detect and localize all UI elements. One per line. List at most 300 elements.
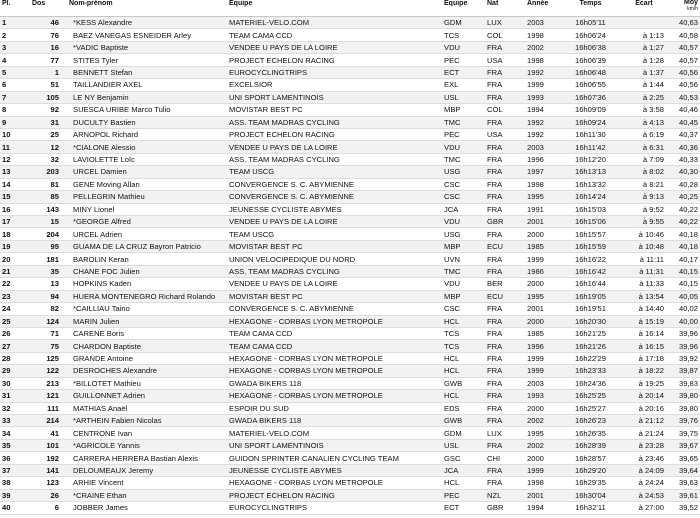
cell-team-code: MBP [442, 290, 485, 302]
cell-name: ARNOPOL Richard [67, 128, 227, 140]
cell-bib: 16 [30, 41, 67, 53]
cell-time: 16h19'51 [563, 303, 618, 315]
cell-nationality: NZL [485, 489, 525, 501]
cell-year: 2000 [525, 315, 563, 327]
cell-gap: à 1:28 [618, 54, 670, 66]
cell-nationality: FRA [485, 253, 525, 265]
table-row [0, 104, 700, 116]
table-row [0, 402, 700, 414]
cell-year: 1998 [525, 178, 563, 190]
cell-gap: à 1:37 [618, 66, 670, 78]
cell-place: 33 [0, 415, 30, 427]
cell-gap: à 17:18 [618, 352, 670, 364]
cell-bib: 31 [30, 116, 67, 128]
cell-team: VENDEE U PAYS DE LA LOIRE [227, 141, 442, 153]
cell-place: 3 [0, 41, 30, 53]
cell-bib: 76 [30, 29, 67, 41]
cell-gap: à 4:13 [618, 116, 670, 128]
cell-team: HEXAGONE - CORBAS LYON METROPOLE [227, 315, 442, 327]
cell-nationality: FRA [485, 116, 525, 128]
header-team-code: Equipe [442, 0, 485, 17]
cell-year: 2001 [525, 216, 563, 228]
cell-gap: à 20:14 [618, 390, 670, 402]
cell-average-speed: 39,63 [670, 477, 700, 489]
table-row [0, 41, 700, 53]
table-row [0, 141, 700, 153]
cell-name: URCEL Adrien [67, 228, 227, 240]
cell-nationality: ECU [485, 240, 525, 252]
cell-average-speed: 40,53 [670, 91, 700, 103]
cell-time: 16h13'32 [563, 178, 618, 190]
cell-team: EUROCYCLINGTRIPS [227, 66, 442, 78]
cell-place: 34 [0, 427, 30, 439]
cell-year: 1992 [525, 128, 563, 140]
cell-average-speed: 40,36 [670, 141, 700, 153]
table-row [0, 415, 700, 427]
cell-name: DUCULTY Bastien [67, 116, 227, 128]
cell-name: CENTRONE Ivan [67, 427, 227, 439]
cell-team-code: EXL [442, 79, 485, 91]
cell-place: 22 [0, 278, 30, 290]
cell-name: *KESS Alexandre [67, 17, 227, 29]
cell-nationality: FRA [485, 352, 525, 364]
cell-year: 1992 [525, 66, 563, 78]
cell-bib: 141 [30, 464, 67, 476]
cell-time: 16h19'05 [563, 290, 618, 302]
cell-year: 2002 [525, 41, 563, 53]
cell-team-code: CSC [442, 178, 485, 190]
cell-team: PROJECT ECHELON RACING [227, 128, 442, 140]
cell-average-speed: 39,75 [670, 427, 700, 439]
cell-year: 1993 [525, 390, 563, 402]
cell-team-code: JCA [442, 464, 485, 476]
cell-average-speed: 40,30 [670, 166, 700, 178]
cell-year: 2003 [525, 141, 563, 153]
cell-gap: à 11:11 [618, 253, 670, 265]
cell-team: VENDEE U PAYS DE LA LOIRE [227, 216, 442, 228]
cell-year: 1986 [525, 265, 563, 277]
cell-name: *AGRICOLE Yannis [67, 439, 227, 451]
cell-team-code: UVN [442, 253, 485, 265]
table-row [0, 91, 700, 103]
cell-average-speed: 40,56 [670, 66, 700, 78]
cell-name: MINY Lionel [67, 203, 227, 215]
cell-year: 1994 [525, 502, 563, 514]
cell-nationality: FRA [485, 153, 525, 165]
cell-place: 17 [0, 216, 30, 228]
cell-name: HOPKINS Kaden [67, 278, 227, 290]
cell-nationality: FRA [485, 91, 525, 103]
cell-team-code: VDU [442, 216, 485, 228]
cell-name: TAILLANDIER AXEL [67, 79, 227, 91]
cell-bib: 1 [30, 66, 67, 78]
table-row [0, 166, 700, 178]
cell-place: 1 [0, 17, 30, 29]
cell-time: 16h26'35 [563, 427, 618, 439]
cell-gap: à 16:15 [618, 340, 670, 352]
cell-place: 19 [0, 240, 30, 252]
cell-bib: 15 [30, 216, 67, 228]
cell-team-code: GDM [442, 17, 485, 29]
cell-gap: à 1:27 [618, 41, 670, 53]
cell-team: GWADA BIKERS 118 [227, 415, 442, 427]
cell-gap: à 1:44 [618, 79, 670, 91]
cell-bib: 214 [30, 415, 67, 427]
cell-year: 2003 [525, 377, 563, 389]
table-row [0, 128, 700, 140]
cell-bib: 13 [30, 278, 67, 290]
cell-bib: 25 [30, 128, 67, 140]
cell-time: 16h16'22 [563, 253, 618, 265]
cell-team-code: GWB [442, 377, 485, 389]
table-row [0, 477, 700, 489]
cell-team-code: ECT [442, 66, 485, 78]
cell-team-code: TCS [442, 340, 485, 352]
table-row [0, 315, 700, 327]
cell-time: 16h21'26 [563, 340, 618, 352]
cell-bib: 192 [30, 452, 67, 464]
cell-nationality: USA [485, 54, 525, 66]
cell-nationality: FRA [485, 166, 525, 178]
header-nationality: Nat [485, 0, 525, 17]
cell-average-speed: 40,22 [670, 216, 700, 228]
cell-year: 1999 [525, 352, 563, 364]
cell-bib: 71 [30, 327, 67, 339]
cell-name: LAVIOLETTE Loïc [67, 153, 227, 165]
header-average-speed-label: Moy [684, 0, 698, 6]
cell-place: 5 [0, 66, 30, 78]
table-row [0, 502, 700, 514]
cell-place: 35 [0, 439, 30, 451]
cell-gap: à 9:13 [618, 191, 670, 203]
cell-team: TEAM CAMA CCD [227, 340, 442, 352]
cell-team: TEAM USCG [227, 228, 442, 240]
cell-gap: à 1:13 [618, 29, 670, 41]
cell-gap: à 23:28 [618, 439, 670, 451]
table-row [0, 66, 700, 78]
cell-name: SUESCA URIBE Marco Tulio [67, 104, 227, 116]
cell-average-speed: 40,58 [670, 29, 700, 41]
cell-bib: 26 [30, 489, 67, 501]
cell-name: DELOUMEAUX Jeremy [67, 464, 227, 476]
cell-average-speed: 39,76 [670, 415, 700, 427]
cell-team: ESPOIR DU SUD [227, 402, 442, 414]
cell-bib: 75 [30, 340, 67, 352]
cell-name: DESROCHES Alexandre [67, 365, 227, 377]
table-row [0, 191, 700, 203]
cell-place: 13 [0, 166, 30, 178]
table-row [0, 265, 700, 277]
cell-team-code: GDM [442, 427, 485, 439]
cell-nationality: FRA [485, 178, 525, 190]
cell-team-code: HCL [442, 365, 485, 377]
cell-nationality: FRA [485, 464, 525, 476]
table-row [0, 178, 700, 190]
cell-time: 16h16'42 [563, 265, 618, 277]
cell-nationality: FRA [485, 228, 525, 240]
table-row [0, 253, 700, 265]
cell-gap: à 19:25 [618, 377, 670, 389]
cell-nationality: FRA [485, 141, 525, 153]
cell-place: 14 [0, 178, 30, 190]
cell-time: 16h05'11 [563, 17, 618, 29]
cell-team-code: PEC [442, 489, 485, 501]
cell-time: 16h15'57 [563, 228, 618, 240]
cell-team-code: CSC [442, 191, 485, 203]
cell-team: MOVISTAR BEST PC [227, 240, 442, 252]
cell-gap: à 10:46 [618, 228, 670, 240]
cell-bib: 105 [30, 91, 67, 103]
cell-year: 1995 [525, 191, 563, 203]
cell-gap [618, 17, 670, 29]
table-row [0, 327, 700, 339]
cell-team-code: HCL [442, 477, 485, 489]
cell-average-speed: 40,28 [670, 178, 700, 190]
cell-name: GRANDE Antoine [67, 352, 227, 364]
cell-team: ASS. TEAM MADRAS CYCLING [227, 116, 442, 128]
cell-time: 16h30'04 [563, 489, 618, 501]
cell-place: 37 [0, 464, 30, 476]
cell-team-code: TMC [442, 265, 485, 277]
cell-place: 20 [0, 253, 30, 265]
cell-team: TEAM CAMA CCD [227, 29, 442, 41]
cell-team-code: GWB [442, 415, 485, 427]
cell-nationality: FRA [485, 191, 525, 203]
cell-year: 1985 [525, 240, 563, 252]
cell-average-speed: 40,56 [670, 79, 700, 91]
cell-team-code: GSC [442, 452, 485, 464]
cell-time: 16h22'29 [563, 352, 618, 364]
cell-average-speed: 40,46 [670, 104, 700, 116]
cell-gap: à 8:02 [618, 166, 670, 178]
cell-gap: à 24:09 [618, 464, 670, 476]
header-row [0, 0, 700, 17]
cell-time: 16h14'24 [563, 191, 618, 203]
cell-nationality: GBR [485, 502, 525, 514]
header-gap: Ecart [618, 0, 670, 17]
cell-name: BAROLIN Keran [67, 253, 227, 265]
cell-average-speed: 40,05 [670, 290, 700, 302]
cell-team-code: TCS [442, 29, 485, 41]
cell-time: 16h07'36 [563, 91, 618, 103]
cell-place: 31 [0, 390, 30, 402]
cell-nationality: CHI [485, 452, 525, 464]
cell-nationality: FRA [485, 439, 525, 451]
cell-bib: 123 [30, 477, 67, 489]
cell-year: 1999 [525, 253, 563, 265]
cell-place: 6 [0, 79, 30, 91]
cell-place: 39 [0, 489, 30, 501]
cell-place: 29 [0, 365, 30, 377]
cell-time: 16h23'33 [563, 365, 618, 377]
cell-team-code: HCL [442, 315, 485, 327]
cell-nationality: FRA [485, 415, 525, 427]
table-row [0, 79, 700, 91]
cell-team-code: USG [442, 228, 485, 240]
cell-team: MATERIEL-VELO.COM [227, 427, 442, 439]
cell-team: UNION VELOCIPEDIQUE DU NORD [227, 253, 442, 265]
header-average-speed-unit: km/h [687, 6, 698, 12]
cell-team-code: TMC [442, 116, 485, 128]
cell-team: HEXAGONE - CORBAS LYON METROPOLE [227, 352, 442, 364]
cell-time: 16h29'35 [563, 477, 618, 489]
cell-time: 16h28'39 [563, 439, 618, 451]
cell-average-speed: 40,15 [670, 278, 700, 290]
cell-team: JEUNESSE CYCLISTE ABYMES [227, 464, 442, 476]
cell-year: 2000 [525, 278, 563, 290]
cell-name: *VADIC Baptiste [67, 41, 227, 53]
cell-team-code: JCA [442, 203, 485, 215]
cell-bib: 111 [30, 402, 67, 414]
cell-place: 30 [0, 377, 30, 389]
cell-nationality: GBR [485, 216, 525, 228]
table-row [0, 464, 700, 476]
cell-nationality: FRA [485, 315, 525, 327]
cell-bib: 95 [30, 240, 67, 252]
cell-average-speed: 39,61 [670, 489, 700, 501]
cell-nationality: FRA [485, 41, 525, 53]
cell-place: 2 [0, 29, 30, 41]
cell-team-code: PEC [442, 54, 485, 66]
cell-year: 1995 [525, 290, 563, 302]
header-year: Année [525, 0, 563, 17]
cell-bib: 94 [30, 290, 67, 302]
cell-year: 1995 [525, 427, 563, 439]
cell-nationality: FRA [485, 365, 525, 377]
cell-place: 15 [0, 191, 30, 203]
cell-year: 1999 [525, 365, 563, 377]
cell-bib: 32 [30, 153, 67, 165]
table-row [0, 303, 700, 315]
cell-team-code: VDU [442, 41, 485, 53]
cell-year: 2002 [525, 439, 563, 451]
cell-name: ARHIE Vincent [67, 477, 227, 489]
cell-team: GWADA BIKERS 118 [227, 377, 442, 389]
cell-name: *CAILLIAU Taino [67, 303, 227, 315]
cell-team-code: PEC [442, 128, 485, 140]
cell-time: 16h13'13 [563, 166, 618, 178]
cell-average-speed: 39,80 [670, 402, 700, 414]
table-row [0, 439, 700, 451]
cell-nationality: FRA [485, 66, 525, 78]
cell-year: 1993 [525, 91, 563, 103]
cell-place: 36 [0, 452, 30, 464]
cell-gap: à 23:46 [618, 452, 670, 464]
cell-place: 21 [0, 265, 30, 277]
cell-time: 16h29'20 [563, 464, 618, 476]
cell-average-speed: 39,67 [670, 439, 700, 451]
table-row [0, 17, 700, 29]
cell-name: URCEL Damien [67, 166, 227, 178]
cell-gap: à 24:53 [618, 489, 670, 501]
cell-gap: à 15:19 [618, 315, 670, 327]
table-row [0, 427, 700, 439]
cell-team-code: HCL [442, 390, 485, 402]
cell-average-speed: 40,57 [670, 41, 700, 53]
cell-average-speed: 40,25 [670, 191, 700, 203]
table-row [0, 153, 700, 165]
cell-name: GUAMA DE LA CRUZ Bayron Patricio [67, 240, 227, 252]
cell-place: 28 [0, 352, 30, 364]
cell-average-speed: 40,22 [670, 203, 700, 215]
cell-name: BENNETT Stefan [67, 66, 227, 78]
cell-gap: à 9:55 [618, 216, 670, 228]
cell-team-code: VDU [442, 278, 485, 290]
cell-name: BAEZ VANEGAS ESNEIDER Arley [67, 29, 227, 41]
cell-time: 16h15'59 [563, 240, 618, 252]
cell-place: 8 [0, 104, 30, 116]
cell-time: 16h11'42 [563, 141, 618, 153]
cell-team: UNI SPORT LAMENTINOIS [227, 439, 442, 451]
cell-name: CHANE FOC Julien [67, 265, 227, 277]
cell-gap: à 9:52 [618, 203, 670, 215]
cell-nationality: FRA [485, 79, 525, 91]
cell-place: 12 [0, 153, 30, 165]
header-bib: Dos [30, 0, 67, 17]
cell-team: CONVERGENCE S. C. ABYMIENNE [227, 303, 442, 315]
cell-team-code: ECT [442, 502, 485, 514]
cell-place: 40 [0, 502, 30, 514]
cell-place: 16 [0, 203, 30, 215]
cell-team: EXCELSIOR [227, 79, 442, 91]
cell-gap: à 6:19 [618, 128, 670, 140]
cell-team-code: CSC [442, 303, 485, 315]
table-row [0, 216, 700, 228]
cell-time: 16h24'36 [563, 377, 618, 389]
cell-average-speed: 39,64 [670, 464, 700, 476]
table-row [0, 452, 700, 464]
table-row [0, 116, 700, 128]
cell-year: 1991 [525, 203, 563, 215]
cell-time: 16h32'11 [563, 502, 618, 514]
cell-year: 2000 [525, 452, 563, 464]
cell-gap: à 8:21 [618, 178, 670, 190]
table-row [0, 54, 700, 66]
cell-team: MOVISTAR BEST PC [227, 290, 442, 302]
cell-gap: à 6:31 [618, 141, 670, 153]
cell-team-code: MBP [442, 104, 485, 116]
table-row [0, 365, 700, 377]
cell-name: *CIALONE Alessio [67, 141, 227, 153]
cell-year: 2000 [525, 402, 563, 414]
cell-bib: 81 [30, 178, 67, 190]
table-row [0, 340, 700, 352]
cell-team-code: EDS [442, 402, 485, 414]
cell-time: 16h25'27 [563, 402, 618, 414]
cell-name: *ARTHEIN Fabien Nicolas [67, 415, 227, 427]
cell-time: 16h06'55 [563, 79, 618, 91]
cell-team-code: USL [442, 439, 485, 451]
cell-gap: à 20:16 [618, 402, 670, 414]
cell-average-speed: 40,18 [670, 228, 700, 240]
cell-name: CHARDON Baptiste [67, 340, 227, 352]
cell-name: CARRERA HERRERA Bastian Alexis [67, 452, 227, 464]
cell-time: 16h15'06 [563, 216, 618, 228]
cell-name: HUERA MONTENEGRO Richard Rolando [67, 290, 227, 302]
cell-average-speed: 40,57 [670, 54, 700, 66]
cell-bib: 124 [30, 315, 67, 327]
cell-place: 32 [0, 402, 30, 414]
cell-bib: 213 [30, 377, 67, 389]
cell-year: 1985 [525, 327, 563, 339]
table-row [0, 29, 700, 41]
cell-year: 2001 [525, 303, 563, 315]
cell-name: GENE Moving Allan [67, 178, 227, 190]
cell-name: *GEORGE Alfred [67, 216, 227, 228]
cell-year: 2002 [525, 415, 563, 427]
cell-team: VENDEE U PAYS DE LA LOIRE [227, 41, 442, 53]
cell-gap: à 2:25 [618, 91, 670, 103]
